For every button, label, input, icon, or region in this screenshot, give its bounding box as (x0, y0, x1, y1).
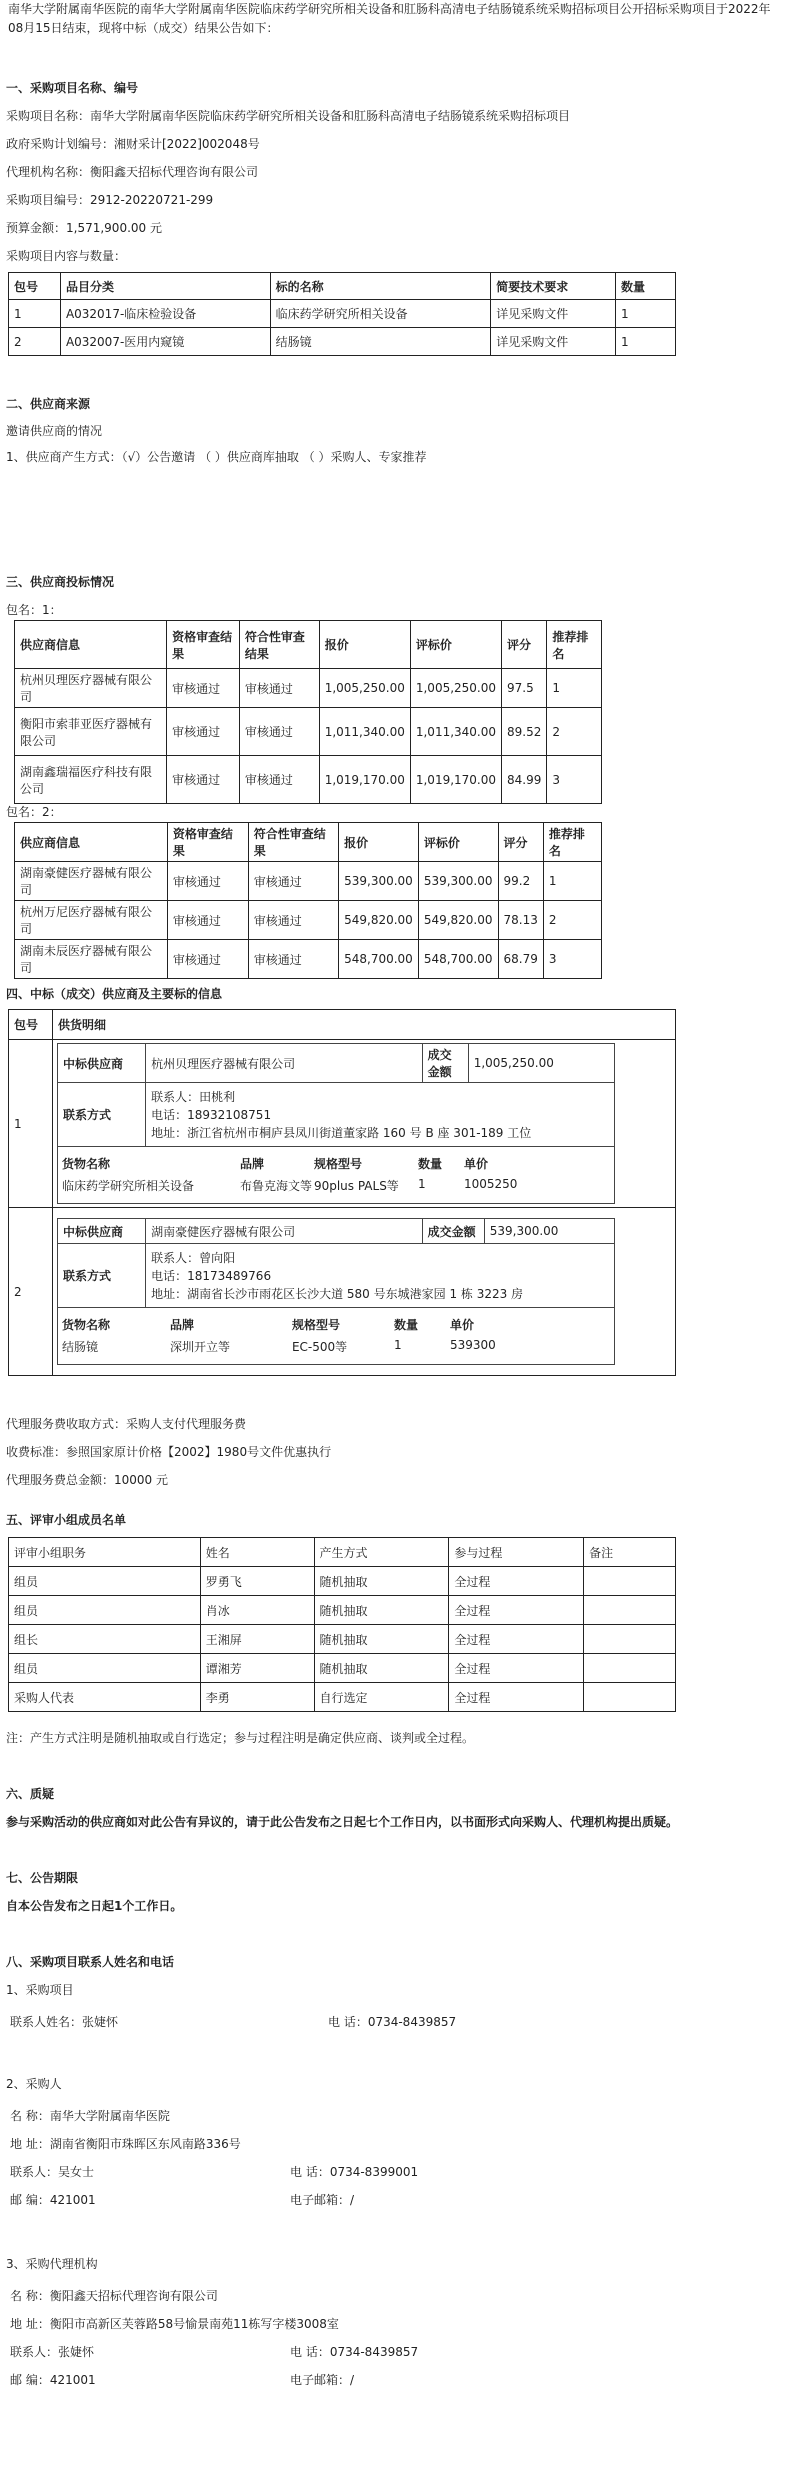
items-header: 简要技术要求 (491, 273, 616, 300)
table-cell: 临床药学研究所相关设备 (270, 300, 491, 328)
winners-header: 供货明细 (52, 1010, 675, 1040)
agency-email: 电子邮箱：/ (290, 2373, 355, 2387)
table-cell: 衡阳市索菲亚医疗器械有限公司 (15, 708, 167, 756)
bids-header: 资格审查结果 (167, 823, 248, 862)
table-cell: 审核通过 (167, 862, 248, 901)
table-cell: 2 (547, 708, 602, 756)
items-header: 包号 (9, 273, 61, 300)
bids-header: 评标价 (410, 621, 501, 669)
table-row (9, 1683, 676, 1712)
table-cell (584, 1596, 676, 1625)
section-5-title: 五、评审小组成员名单 (6, 1513, 127, 1527)
table-cell: 审核通过 (239, 669, 319, 708)
bids-header: 报价 (339, 823, 419, 862)
table-cell: 随机抽取 (314, 1596, 449, 1625)
agency-phone: 电 话：0734-8439857 (290, 2345, 419, 2359)
agency-name: 代理机构名称：衡阳鑫天招标代理咨询有限公司 (6, 165, 259, 179)
bids-table-package-1 (14, 620, 602, 804)
purchaser-zip: 邮 编：421001 (10, 2193, 96, 2207)
table-cell: 549,820.00 (418, 901, 498, 940)
table-cell: 97.5 (502, 669, 547, 708)
goods-header: 规格型号 (313, 1157, 362, 1171)
section-2-title: 二、供应商来源 (6, 397, 91, 411)
bids-header: 供应商信息 (15, 621, 167, 669)
table-cell: 审核通过 (239, 708, 319, 756)
supplier-method-text: 1、供应商产生方式：（√）公告邀请 （ ）供应商库抽取 （ ）采购人、专家推荐 (6, 450, 427, 464)
panel-table (8, 1537, 676, 1712)
table-row (9, 1654, 676, 1683)
agency-contact: 联系人：张婕怀 (10, 2345, 95, 2359)
table-cell: 结肠镜 (270, 328, 491, 356)
table-row (15, 708, 602, 756)
goods-header: 数量 (417, 1157, 442, 1171)
table-cell: 详见采购文件 (491, 300, 616, 328)
panel-header: 产生方式 (314, 1538, 449, 1567)
items-header: 数量 (616, 273, 676, 300)
table-cell (584, 1567, 676, 1596)
table-cell: 全过程 (449, 1596, 584, 1625)
table-cell: 审核通过 (248, 940, 338, 979)
intro-paragraph: 南华大学附属南华医院的南华大学附属南华医院临床药学研究所相关设备和肛肠科高清电子结肠镜系统采购招标项目公开招标采购项目于2022年08月15日结束，现将中标（成交）结果公告如下： (8, 2, 771, 35)
table-cell: 全过程 (449, 1654, 584, 1683)
goods-value: 1 (393, 1338, 402, 1352)
table-row (15, 940, 602, 979)
contact-person: 联系人：曾向阳 (151, 1250, 236, 1265)
table-cell: 1,011,340.00 (410, 708, 501, 756)
table-cell: 99.2 (498, 862, 543, 901)
table-row (9, 1625, 676, 1654)
amount-label: 成交金额 (422, 1044, 468, 1083)
project-name: 采购项目名称：南华大学附属南华医院临床药学研究所相关设备和肛肠科高清电子结肠镜系统采购招标项目 (6, 109, 571, 123)
table-cell: 王湘屏 (200, 1625, 314, 1654)
table-cell: 1 (543, 862, 601, 901)
table-cell: 1 (616, 328, 676, 356)
goods-value: 临床药学研究所相关设备 (61, 1179, 194, 1193)
package-number: 1 (9, 1040, 53, 1208)
agency-address: 地 址：衡阳市高新区芙蓉路58号愉景南苑11栋写字楼3008室 (10, 2317, 339, 2331)
contact-subtitle-1: 1、采购项目 (6, 1983, 74, 1997)
goods-header: 规格型号 (291, 1318, 340, 1332)
table-cell: 组员 (9, 1567, 201, 1596)
table-row (15, 862, 602, 901)
table-cell: 组员 (9, 1596, 201, 1625)
contact-subtitle-2: 2、采购人 (6, 2077, 62, 2091)
contact-label: 联系方式 (57, 1244, 145, 1308)
fee-standard: 收费标准：参照国家原计价格【2002】1980号文件优惠执行 (6, 1445, 332, 1459)
table-cell: 杭州贝理医疗器械有限公司 (15, 669, 167, 708)
table-cell: 李勇 (200, 1683, 314, 1712)
table-cell: 组员 (9, 1654, 201, 1683)
table-cell: 湖南未辰医疗器械有限公司 (15, 940, 168, 979)
bids-header: 评分 (498, 823, 543, 862)
bids-header: 符合性审查结果 (248, 823, 338, 862)
table-cell: 1 (9, 300, 61, 328)
bids-table-package-2 (14, 822, 602, 979)
table-cell: 审核通过 (167, 669, 240, 708)
table-cell: 2 (9, 328, 61, 356)
panel-header: 参与过程 (449, 1538, 584, 1567)
table-cell: 68.79 (498, 940, 543, 979)
table-cell: 78.13 (498, 901, 543, 940)
table-cell: 1 (616, 300, 676, 328)
project-contact-name: 联系人姓名：张婕怀 (10, 2015, 119, 2029)
table-cell: 随机抽取 (314, 1567, 449, 1596)
table-cell: 539,300.00 (339, 862, 419, 901)
table-cell: 审核通过 (248, 901, 338, 940)
goods-value: 539300 (449, 1338, 496, 1352)
table-cell: 1,005,250.00 (410, 669, 501, 708)
notice-period-text: 自本公告发布之日起1个工作日。 (6, 1899, 183, 1913)
goods-header: 货物名称 (61, 1318, 110, 1332)
table-row (9, 1208, 676, 1376)
bids-header: 报价 (319, 621, 410, 669)
purchaser-contact: 联系人：吴女士 (10, 2165, 95, 2179)
table-row (9, 300, 676, 328)
goods-value: 布鲁克海文等 (239, 1179, 312, 1193)
winner-label: 中标供应商 (57, 1219, 145, 1244)
winner-amount: 1,005,250.00 (468, 1044, 614, 1083)
table-cell: 1 (547, 669, 602, 708)
table-cell: 3 (543, 940, 601, 979)
winners-header: 包号 (9, 1010, 53, 1040)
table-cell: 548,700.00 (418, 940, 498, 979)
winners-table (8, 1009, 676, 1376)
goods-value: 90plus PALS等 (313, 1179, 399, 1193)
table-cell (584, 1625, 676, 1654)
table-cell: 全过程 (449, 1625, 584, 1654)
table-cell (584, 1683, 676, 1712)
amount-label: 成交金额 (422, 1219, 484, 1244)
section-4-title: 四、中标（成交）供应商及主要标的信息 (6, 987, 223, 1001)
table-cell: 湖南豪健医疗器械有限公司 (15, 862, 168, 901)
table-cell: 84.99 (502, 756, 547, 804)
winner-detail-1 (57, 1043, 615, 1204)
purchaser-phone: 电 话：0734-8399001 (290, 2165, 419, 2179)
panel-header: 姓名 (200, 1538, 314, 1567)
goods-value: 1005250 (463, 1177, 518, 1191)
table-cell: 采购人代表 (9, 1683, 201, 1712)
purchaser-name: 名 称：南华大学附属南华医院 (10, 2109, 170, 2123)
table-cell: 湖南鑫瑞福医疗科技有限公司 (15, 756, 167, 804)
section-3-title: 三、供应商投标情况 (6, 575, 115, 589)
items-header: 标的名称 (270, 273, 491, 300)
objection-text: 参与采购活动的供应商如对此公告有异议的，请于此公告发布之日起七个工作日内，以书面形式向采购人、代理机构提出质疑。 (6, 1815, 679, 1829)
table-cell: 1,005,250.00 (319, 669, 410, 708)
items-table (8, 272, 676, 356)
panel-header: 备注 (584, 1538, 676, 1567)
table-cell: 罗勇飞 (200, 1567, 314, 1596)
table-cell: 539,300.00 (418, 862, 498, 901)
table-row (15, 756, 602, 804)
table-cell: 548,700.00 (339, 940, 419, 979)
goods-value: 1 (417, 1177, 426, 1191)
bids-header: 符合性审查结果 (239, 621, 319, 669)
items-header: 品目分类 (60, 273, 270, 300)
table-cell: 全过程 (449, 1683, 584, 1712)
table-cell: 随机抽取 (314, 1625, 449, 1654)
bids-header: 供应商信息 (15, 823, 168, 862)
table-cell: 1,019,170.00 (319, 756, 410, 804)
contact-address: 地址：浙江省杭州市桐庐县凤川街道董家路 160 号 B 座 301-189 工位 (151, 1125, 532, 1140)
supplier-source-text: 邀请供应商的情况 (6, 424, 103, 438)
table-row (15, 669, 602, 708)
section-6-title: 六、质疑 (6, 1787, 55, 1801)
goods-block (62, 1151, 610, 1197)
bids-header: 推荐排名 (543, 823, 601, 862)
panel-header: 评审小组职务 (9, 1538, 201, 1567)
contact-person: 联系人：田桃利 (151, 1089, 236, 1104)
table-cell: 肖冰 (200, 1596, 314, 1625)
goods-value: 深圳开立等 (169, 1340, 230, 1354)
purchaser-address: 地 址：湖南省衡阳市珠晖区东风南路336号 (10, 2137, 241, 2151)
goods-value: 结肠镜 (61, 1340, 98, 1354)
goods-block (62, 1312, 610, 1358)
section-7-title: 七、公告期限 (6, 1871, 79, 1885)
contact-subtitle-3: 3、采购代理机构 (6, 2257, 98, 2271)
goods-header: 品牌 (169, 1318, 194, 1332)
table-row (9, 1567, 676, 1596)
plan-number: 政府采购计划编号：湘财采计[2022]002048号 (6, 137, 260, 151)
bids-header: 资格审查结果 (167, 621, 240, 669)
purchaser-email: 电子邮箱：/ (290, 2193, 355, 2207)
table-cell: 详见采购文件 (491, 328, 616, 356)
project-contact-phone: 电 话：0734-8439857 (328, 2015, 457, 2029)
bids-header: 评分 (502, 621, 547, 669)
table-cell: A032017-临床检验设备 (60, 300, 270, 328)
winner-amount: 539,300.00 (484, 1219, 614, 1244)
table-cell: 谭湘芳 (200, 1654, 314, 1683)
contact-phone: 电话：18932108751 (151, 1107, 272, 1122)
table-cell (584, 1654, 676, 1683)
bids-header: 评标价 (418, 823, 498, 862)
panel-note: 注：产生方式注明是随机抽取或自行选定；参与过程注明是确定供应商、谈判或全过程。 (6, 1731, 475, 1745)
table-cell: 1,011,340.00 (319, 708, 410, 756)
table-cell: 3 (547, 756, 602, 804)
table-cell: 审核通过 (167, 940, 248, 979)
table-cell: A032007-医用内窥镜 (60, 328, 270, 356)
agency-contact-name: 名 称：衡阳鑫天招标代理咨询有限公司 (10, 2289, 218, 2303)
table-cell: 89.52 (502, 708, 547, 756)
contact-label: 联系方式 (57, 1083, 145, 1147)
table-cell: 全过程 (449, 1567, 584, 1596)
table-row (9, 328, 676, 356)
winner-name: 杭州贝理医疗器械有限公司 (146, 1044, 423, 1083)
section-1-title: 一、采购项目名称、编号 (6, 81, 139, 95)
table-cell: 杭州万尼医疗器械有限公司 (15, 901, 168, 940)
budget-amount: 预算金额：1,571,900.00 元 (6, 221, 162, 235)
table-cell: 1,019,170.00 (410, 756, 501, 804)
goods-header: 单价 (463, 1157, 488, 1171)
package-1-label: 包名：1： (6, 603, 62, 617)
table-cell: 审核通过 (167, 901, 248, 940)
winner-name: 湖南豪健医疗器械有限公司 (146, 1219, 423, 1244)
bids-header: 推荐排名 (547, 621, 602, 669)
table-cell: 2 (543, 901, 601, 940)
goods-header: 品牌 (239, 1157, 264, 1171)
fee-method: 代理服务费收取方式：采购人支付代理服务费 (6, 1417, 247, 1431)
content-label: 采购项目内容与数量： (6, 249, 127, 263)
contact-phone: 电话：18173489766 (151, 1268, 272, 1283)
table-cell: 自行选定 (314, 1683, 449, 1712)
goods-header: 单价 (449, 1318, 474, 1332)
goods-header: 货物名称 (61, 1157, 110, 1171)
section-8-title: 八、采购项目联系人姓名和电话 (6, 1955, 175, 1969)
table-row (9, 1040, 676, 1208)
winner-detail-2 (57, 1218, 615, 1365)
goods-value: EC-500等 (291, 1340, 348, 1354)
package-number: 2 (9, 1208, 53, 1376)
package-2-label: 包名：2： (6, 805, 62, 819)
table-cell: 审核通过 (248, 862, 338, 901)
table-cell: 审核通过 (167, 756, 240, 804)
table-cell: 549,820.00 (339, 901, 419, 940)
table-row (15, 901, 602, 940)
table-cell: 随机抽取 (314, 1654, 449, 1683)
table-cell: 审核通过 (239, 756, 319, 804)
contact-address: 地址：湖南省长沙市雨花区长沙大道 580 号东城港家园 1 栋 3223 房 (151, 1286, 524, 1301)
fee-total: 代理服务费总金额：10000 元 (6, 1473, 168, 1487)
project-number: 采购项目编号：2912-20220721-299 (6, 193, 214, 207)
table-cell: 审核通过 (167, 708, 240, 756)
agency-zip: 邮 编：421001 (10, 2373, 96, 2387)
goods-header: 数量 (393, 1318, 418, 1332)
winner-label: 中标供应商 (57, 1044, 145, 1083)
table-row (9, 1596, 676, 1625)
table-cell: 组长 (9, 1625, 201, 1654)
